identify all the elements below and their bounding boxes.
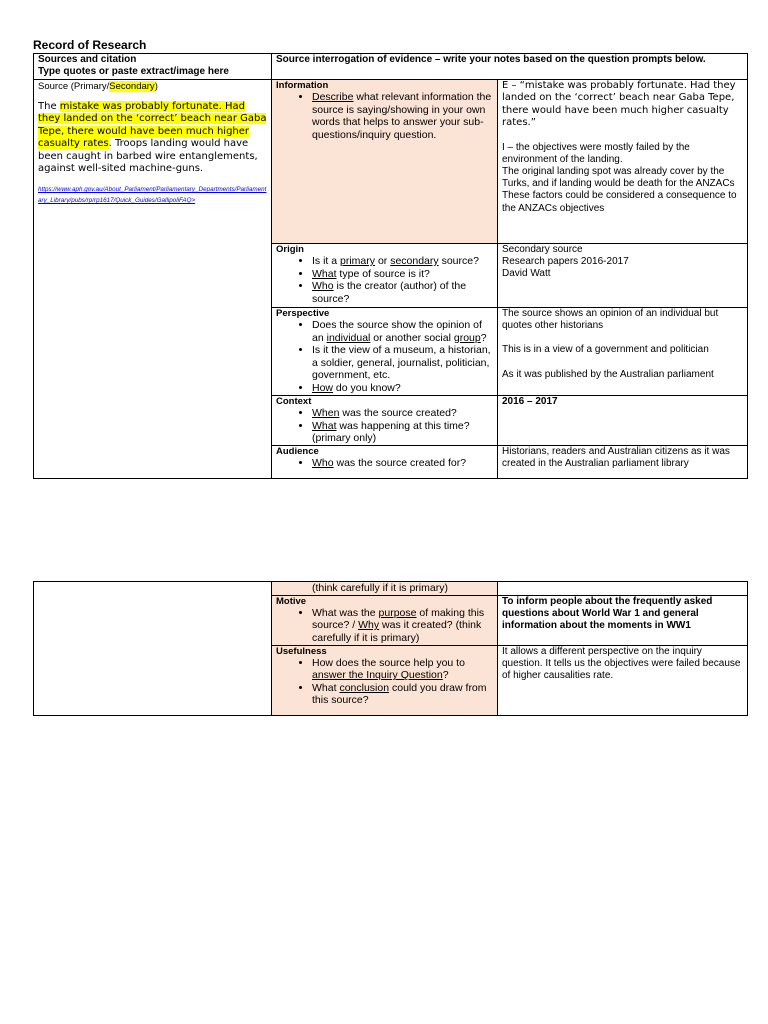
sources-subheader: Type quotes or paste extract/image here (38, 66, 229, 78)
research-table-continued (33, 581, 748, 716)
origin-prompt-2: • What type of source is it? (312, 268, 493, 281)
audience-answer[interactable]: Historians, readers and Australian citizens as it was created in the Australian parliament library (498, 446, 748, 479)
origin-prompt-3: • Who is the creator (author) of the source? (312, 280, 493, 305)
motive-prompt-1: • What was the purpose of making this source? / Why was it created? (think carefully if it is primary) (312, 607, 493, 645)
usefulness-prompt-2: • What conclusion could you draw from this source? (312, 682, 493, 707)
perspective-prompt-1: • Does the source show the opinion of an individual or another social group? (312, 319, 493, 344)
motive-answer[interactable]: To inform people about the frequently asked questions about World War 1 and general information about the moments in WW1 (498, 595, 748, 645)
research-table (33, 53, 748, 479)
information-answer[interactable]: E – “mistake was probably fortunate. Had they landed on the ‘correct’ beach near Gaba Tepe, there would have been much higher casualty rates.” I – the objectives were mostly failed by the environment of the landing. The original landing spot was already cover by the Turks, and if landing would be death for the ANZACs These factors could be considered a consequence to the ANZACs objectives (498, 80, 748, 244)
interrogation-header: Source interrogation of evidence – write your notes based on the question prompts below. (272, 54, 748, 80)
page-title: Record of Research (33, 38, 147, 52)
source-cell[interactable] (34, 80, 272, 479)
information-row (34, 80, 748, 244)
source-cell-continued[interactable] (34, 582, 272, 716)
context-prompt-2: • What was happening at this time? (primary only) (312, 420, 493, 445)
usefulness-label: Usefulness (276, 645, 327, 657)
perspective-prompt-cell (272, 308, 498, 396)
usefulness-answer[interactable]: It allows a different perspective on the inquiry question. It tells us the objectives were failed because of higher causalities rate. (498, 645, 748, 715)
information-label: Information (276, 80, 329, 91)
header-row (34, 54, 748, 80)
audience-prompt-1: • Who was the source created for? (312, 457, 493, 470)
source-link[interactable]: https://www.aph.gov.au/About_Parliament/Parliamentary_Departments/Parliamentary_Library/pubs/rp/rp1617/Quick_Guides/GallipoliFAQ> (38, 186, 267, 204)
source-type-selected: Secondary (109, 81, 155, 92)
origin-answer[interactable]: Secondary source Research papers 2016-2017 David Watt (498, 244, 748, 308)
context-answer[interactable]: 2016 – 2017 (498, 396, 748, 446)
context-prompt-cell (272, 396, 498, 446)
motive-prompt-cell (272, 595, 498, 645)
information-prompt: • Describe what relevant information the source is saying/showing in your own words that helps to answer your sub-questions/inquiry question. (312, 91, 493, 141)
motive-label: Motive (276, 595, 307, 607)
perspective-prompt-2: • Is it the view of a museum, a historian, a soldier, general, journalist, politician, government, etc. (312, 344, 493, 382)
sources-header: Sources and citation (38, 54, 137, 65)
information-prompt-cell (272, 80, 498, 244)
context-label: Context (276, 396, 312, 407)
perspective-label: Perspective (276, 308, 330, 319)
source-quote: The mistake was probably fortunate. Had they landed on the ‘correct’ beach near Gaba Tepe, there would have been much higher casualty rates. Troops landing would have been caught in barbed wire entanglements, against well-sited machine-guns. (38, 101, 267, 175)
audience-answer-continued[interactable] (498, 582, 748, 596)
audience-label: Audience (276, 446, 319, 457)
usefulness-prompt-cell (272, 645, 498, 715)
usefulness-prompt-1: • How does the source help you to answer the Inquiry Question? (312, 657, 493, 682)
origin-prompt-cell (272, 244, 498, 308)
perspective-prompt-3: • How do you know? (312, 382, 493, 395)
context-prompt-1: • When was the source created? (312, 407, 493, 420)
perspective-answer[interactable]: The source shows an opinion of an individual but quotes other historians This is in a view of a government and politician As it was published by the Australian parliament (498, 308, 748, 396)
audience-continued-row (34, 582, 748, 596)
sources-header-cell (34, 54, 272, 80)
origin-prompt-1: • Is it a primary or secondary source? (312, 255, 493, 268)
quote-highlight: mistake was probably fortunate. Had they landed on the ‘correct’ beach near Gaba Tepe, there would have been much higher casualty rates (38, 101, 267, 150)
origin-label: Origin (276, 244, 304, 255)
audience-prompt-cell (272, 446, 498, 479)
source-type-label: Source (Primary/Secondary) (38, 81, 158, 92)
audience-prompt-continued: (think carefully if it is primary) (272, 582, 498, 596)
